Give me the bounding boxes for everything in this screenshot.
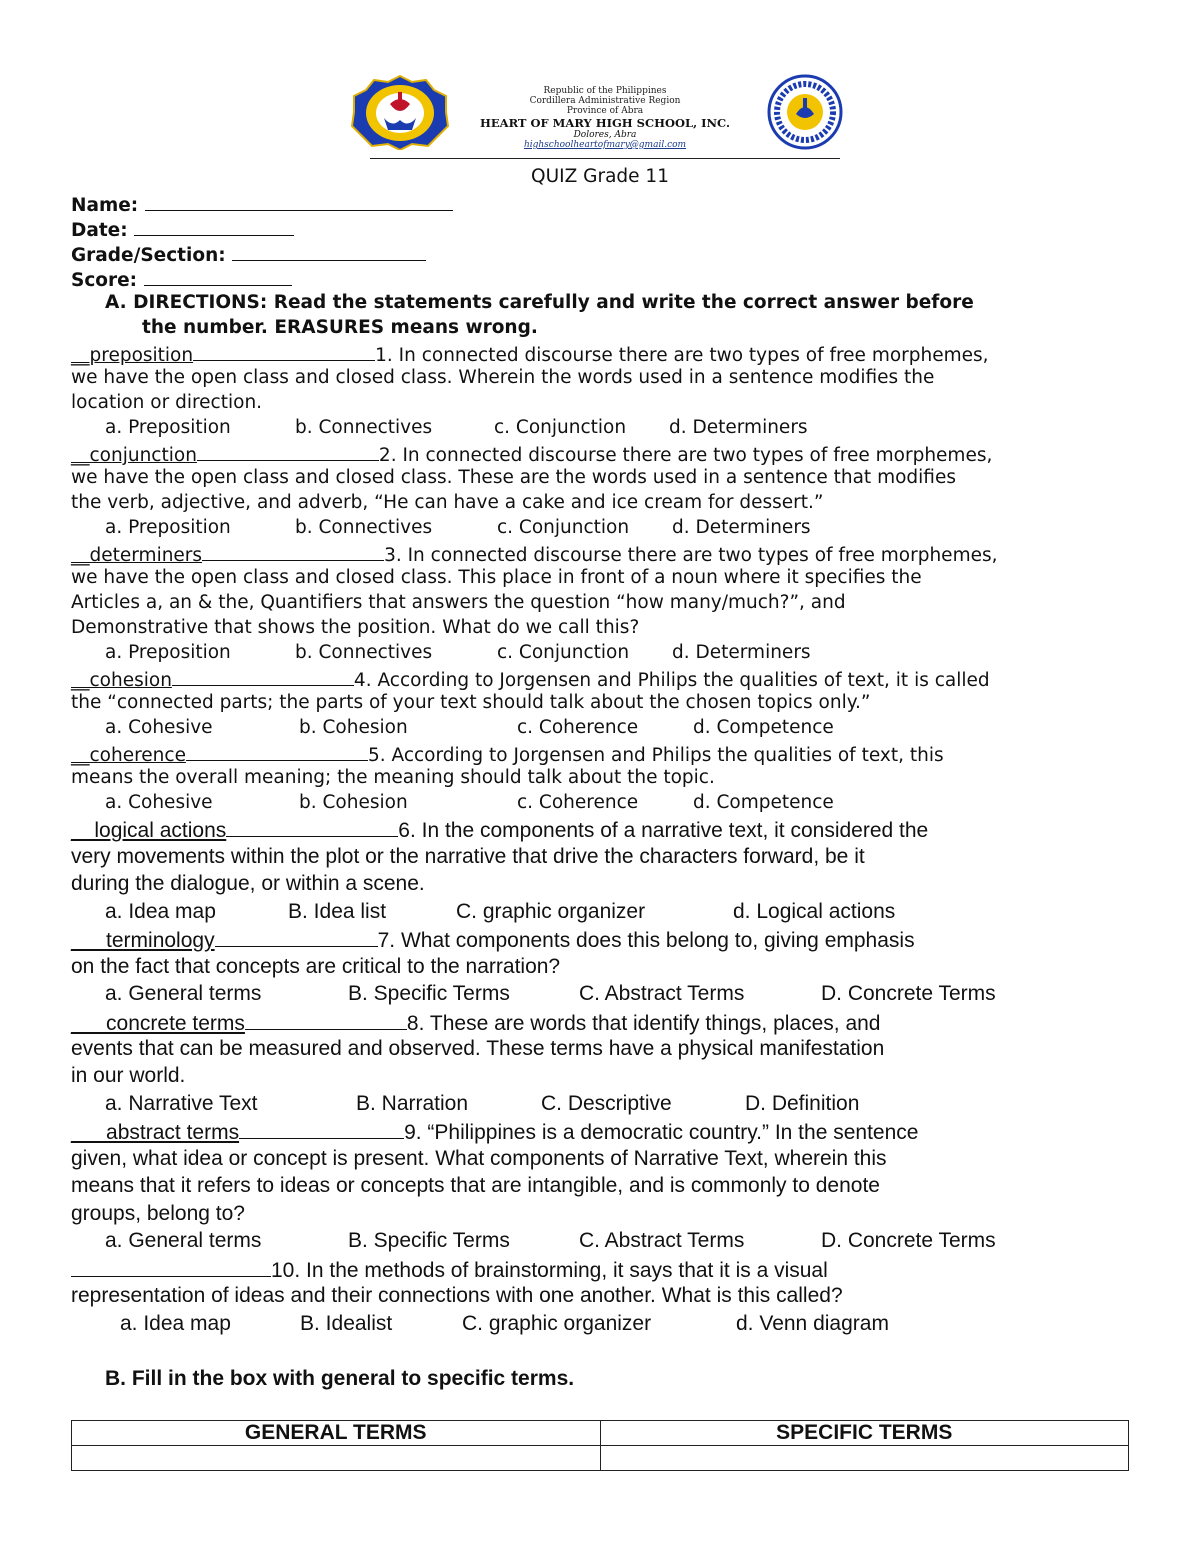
question-9-text: 9. “Philippines is a democratic country.” In the sentence bbox=[404, 1121, 919, 1144]
option-4b[interactable]: b. Cohesion bbox=[299, 717, 408, 738]
terms-table-header-row bbox=[72, 1421, 1129, 1446]
header-divider bbox=[370, 158, 840, 159]
question-10 bbox=[71, 1256, 828, 1283]
question-2-line-3: the verb, adjective, and adverb, “He can have a cake and ice cream for dessert.” bbox=[71, 492, 824, 513]
question-1-line-2: we have the open class and closed class. Wherein the words used in a sentence modifies the bbox=[71, 367, 935, 388]
option-1c[interactable]: c. Conjunction bbox=[494, 417, 627, 438]
options-7 bbox=[105, 981, 996, 1006]
option-6b[interactable]: B. Idea list bbox=[288, 900, 387, 923]
option-1a[interactable]: a. Preposition bbox=[105, 417, 231, 438]
question-7-line-2: on the fact that concepts are critical to the narration? bbox=[71, 955, 561, 978]
answer-blank-9[interactable] bbox=[239, 1118, 404, 1139]
option-1b[interactable]: b. Connectives bbox=[295, 417, 433, 438]
answer-blank-6[interactable] bbox=[226, 816, 398, 837]
question-1-text: 1. In connected discourse there are two types of free morphemes, bbox=[375, 345, 989, 366]
question-6-text: 6. In the components of a narrative text, it considered the bbox=[398, 819, 929, 842]
option-1d[interactable]: d. Determiners bbox=[669, 417, 808, 438]
grade-label: Grade/Section: bbox=[71, 245, 226, 266]
option-3d[interactable]: d. Determiners bbox=[672, 642, 811, 663]
question-10-line-2: representation of ideas and their connections with one another. What is this called? bbox=[71, 1284, 843, 1307]
option-8d[interactable]: D. Definition bbox=[745, 1092, 860, 1115]
question-6-line-2: very movements within the plot or the narrative that drive the characters forward, be it bbox=[71, 845, 865, 868]
question-6 bbox=[71, 816, 928, 843]
terms-table bbox=[71, 1420, 1129, 1471]
general-terms-header: GENERAL TERMS bbox=[72, 1421, 601, 1446]
answer-1[interactable]: __preposition bbox=[71, 345, 194, 366]
directions-line-1: A. DIRECTIONS: Read the statements carefully and write the correct answer before bbox=[105, 292, 974, 313]
name-blank[interactable] bbox=[145, 190, 453, 211]
score-blank[interactable] bbox=[144, 265, 292, 286]
option-9b[interactable]: B. Specific Terms bbox=[348, 1229, 510, 1252]
option-7a[interactable]: a. General terms bbox=[105, 982, 262, 1005]
options-9 bbox=[105, 1228, 996, 1253]
answer-4[interactable]: __cohesion bbox=[71, 670, 172, 691]
answer-blank-5[interactable] bbox=[186, 740, 368, 761]
score-field[interactable] bbox=[71, 265, 292, 293]
options-3 bbox=[105, 640, 811, 665]
question-3-line-2: we have the open class and closed class. This place in front of a noun where it specifies the bbox=[71, 567, 922, 588]
school-name: HEART OF MARY HIGH SCHOOL, INC. bbox=[480, 116, 730, 130]
option-8a[interactable]: a. Narrative Text bbox=[105, 1092, 258, 1115]
option-7b[interactable]: B. Specific Terms bbox=[348, 982, 510, 1005]
date-label: Date: bbox=[71, 220, 128, 241]
answer-blank-4[interactable] bbox=[172, 665, 354, 686]
option-9c[interactable]: C. Abstract Terms bbox=[579, 1229, 745, 1252]
question-2-text: 2. In connected discourse there are two types of free morphemes, bbox=[378, 445, 993, 466]
question-4 bbox=[71, 665, 990, 693]
question-9-line-4: groups, belong to? bbox=[71, 1202, 245, 1225]
specific-terms-cell[interactable] bbox=[600, 1446, 1129, 1471]
grade-blank[interactable] bbox=[232, 240, 426, 261]
answer-9[interactable]: ___abstract terms bbox=[71, 1121, 240, 1144]
region-text: Cordillera Administrative Region bbox=[529, 96, 681, 106]
question-8-line-2: events that can be measured and observed. These terms have a physical manifestation bbox=[71, 1037, 885, 1060]
diocesan-seal-logo bbox=[760, 74, 850, 150]
answer-5[interactable]: __coherence bbox=[71, 745, 186, 766]
section-b-heading: B. Fill in the box with general to specific terms. bbox=[105, 1367, 575, 1390]
option-10b[interactable]: B. Idealist bbox=[300, 1312, 393, 1335]
option-4c[interactable]: c. Coherence bbox=[517, 717, 639, 738]
question-3 bbox=[71, 540, 998, 568]
question-10-text: 10. In the methods of brainstorming, it says that it is a visual bbox=[271, 1259, 828, 1282]
option-2b[interactable]: b. Connectives bbox=[295, 517, 433, 538]
school-seal-logo bbox=[350, 74, 450, 150]
question-7-text: 7. What components does this belong to, giving emphasis bbox=[377, 929, 915, 952]
option-10c[interactable]: C. graphic organizer bbox=[462, 1312, 652, 1335]
answer-blank-8[interactable] bbox=[245, 1009, 407, 1030]
options-5 bbox=[105, 790, 834, 815]
score-label: Score: bbox=[71, 270, 138, 291]
answer-8[interactable]: ___concrete terms bbox=[71, 1012, 245, 1035]
question-8-text: 8. These are words that identify things, places, and bbox=[406, 1012, 881, 1035]
answer-blank-3[interactable] bbox=[202, 540, 384, 561]
option-9a[interactable]: a. General terms bbox=[105, 1229, 262, 1252]
question-6-line-3: during the dialogue, or within a scene. bbox=[71, 872, 425, 895]
option-10d[interactable]: d. Venn diagram bbox=[736, 1312, 889, 1335]
date-field[interactable] bbox=[71, 215, 294, 243]
name-field[interactable] bbox=[71, 190, 453, 218]
republic-text: Republic of the Philippines bbox=[543, 86, 667, 96]
option-4d[interactable]: d. Competence bbox=[693, 717, 834, 738]
question-9-line-2: given, what idea or concept is present. What components of Narrative Text, wherein this bbox=[71, 1147, 887, 1170]
options-10 bbox=[120, 1311, 889, 1336]
date-blank[interactable] bbox=[134, 215, 294, 236]
option-6c[interactable]: C. graphic organizer bbox=[456, 900, 646, 923]
question-8 bbox=[71, 1009, 880, 1036]
option-4a[interactable]: a. Cohesive bbox=[105, 717, 213, 738]
question-1-line-3: location or direction. bbox=[71, 392, 263, 413]
option-3a[interactable]: a. Preposition bbox=[105, 642, 231, 663]
option-8b[interactable]: B. Narration bbox=[356, 1092, 469, 1115]
question-4-text: 4. According to Jorgensen and Philips the qualities of text, it is called bbox=[353, 670, 990, 691]
question-3-text: 3. In connected discourse there are two types of free morphemes, bbox=[384, 545, 998, 566]
option-5c[interactable]: c. Coherence bbox=[517, 792, 639, 813]
directions-line-2: the number. ERASURES means wrong. bbox=[142, 317, 538, 338]
options-4 bbox=[105, 715, 834, 740]
answer-blank-2[interactable] bbox=[197, 440, 379, 461]
option-7d[interactable]: D. Concrete Terms bbox=[821, 982, 996, 1005]
quiz-title: QUIZ Grade 11 bbox=[531, 166, 669, 187]
province-text: Province of Abra bbox=[566, 106, 644, 116]
answer-2[interactable]: __conjunction bbox=[71, 445, 197, 466]
question-5-line-2: means the overall meaning; the meaning should talk about the topic. bbox=[71, 767, 715, 788]
option-3b[interactable]: b. Connectives bbox=[295, 642, 433, 663]
question-8-line-3: in our world. bbox=[71, 1064, 186, 1087]
options-6 bbox=[105, 899, 895, 924]
school-email: highschoolheartofmary@gmail.com bbox=[523, 140, 687, 150]
specific-terms-header: SPECIFIC TERMS bbox=[600, 1421, 1129, 1446]
town-text: Dolores, Abra bbox=[573, 130, 637, 140]
answer-6[interactable]: __logical actions bbox=[71, 819, 227, 842]
option-6d[interactable]: d. Logical actions bbox=[733, 900, 896, 923]
question-9-line-3: means that it refers to ideas or concepts that are intangible, and is commonly to denote bbox=[71, 1174, 880, 1197]
question-7 bbox=[71, 926, 915, 953]
terms-table-row bbox=[72, 1446, 1129, 1471]
option-3c[interactable]: c. Conjunction bbox=[497, 642, 630, 663]
question-5 bbox=[71, 740, 944, 768]
question-9 bbox=[71, 1118, 918, 1145]
option-5a[interactable]: a. Cohesive bbox=[105, 792, 213, 813]
answer-7[interactable]: ___terminology bbox=[71, 929, 215, 952]
grade-field[interactable] bbox=[71, 240, 426, 268]
options-8 bbox=[105, 1091, 859, 1116]
name-label: Name: bbox=[71, 195, 139, 216]
options-1 bbox=[105, 415, 808, 440]
option-5b[interactable]: b. Cohesion bbox=[299, 792, 408, 813]
option-2d[interactable]: d. Determiners bbox=[672, 517, 811, 538]
options-2 bbox=[105, 515, 811, 540]
school-info bbox=[460, 86, 750, 150]
question-2 bbox=[71, 440, 992, 468]
option-2c[interactable]: c. Conjunction bbox=[497, 517, 630, 538]
answer-blank-10[interactable] bbox=[71, 1256, 271, 1277]
option-2a[interactable]: a. Preposition bbox=[105, 517, 231, 538]
question-2-line-2: we have the open class and closed class. These are the words used in a sentence that modifies bbox=[71, 467, 956, 488]
option-5d[interactable]: d. Competence bbox=[693, 792, 834, 813]
question-3-line-3: Articles a, an & the, Quantifiers that answers the question “how many/much?”, and bbox=[71, 592, 846, 613]
option-7c[interactable]: C. Abstract Terms bbox=[579, 982, 745, 1005]
answer-blank-1[interactable] bbox=[193, 340, 375, 361]
answer-3[interactable]: __determiners bbox=[71, 545, 203, 566]
option-6a[interactable]: a. Idea map bbox=[105, 900, 216, 923]
question-5-text: 5. According to Jorgensen and Philips the qualities of text, this bbox=[367, 745, 944, 766]
option-10a[interactable]: a. Idea map bbox=[120, 1312, 231, 1335]
school-header bbox=[350, 72, 850, 164]
question-4-line-2: the “connected parts; the parts of your text should talk about the chosen topics only.” bbox=[71, 692, 871, 713]
option-8c[interactable]: C. Descriptive bbox=[541, 1092, 672, 1115]
option-9d[interactable]: D. Concrete Terms bbox=[821, 1229, 996, 1252]
question-3-line-4: Demonstrative that shows the position. What do we call this? bbox=[71, 617, 640, 638]
general-terms-cell[interactable] bbox=[72, 1446, 601, 1471]
answer-blank-7[interactable] bbox=[215, 926, 378, 947]
question-1 bbox=[71, 340, 989, 368]
